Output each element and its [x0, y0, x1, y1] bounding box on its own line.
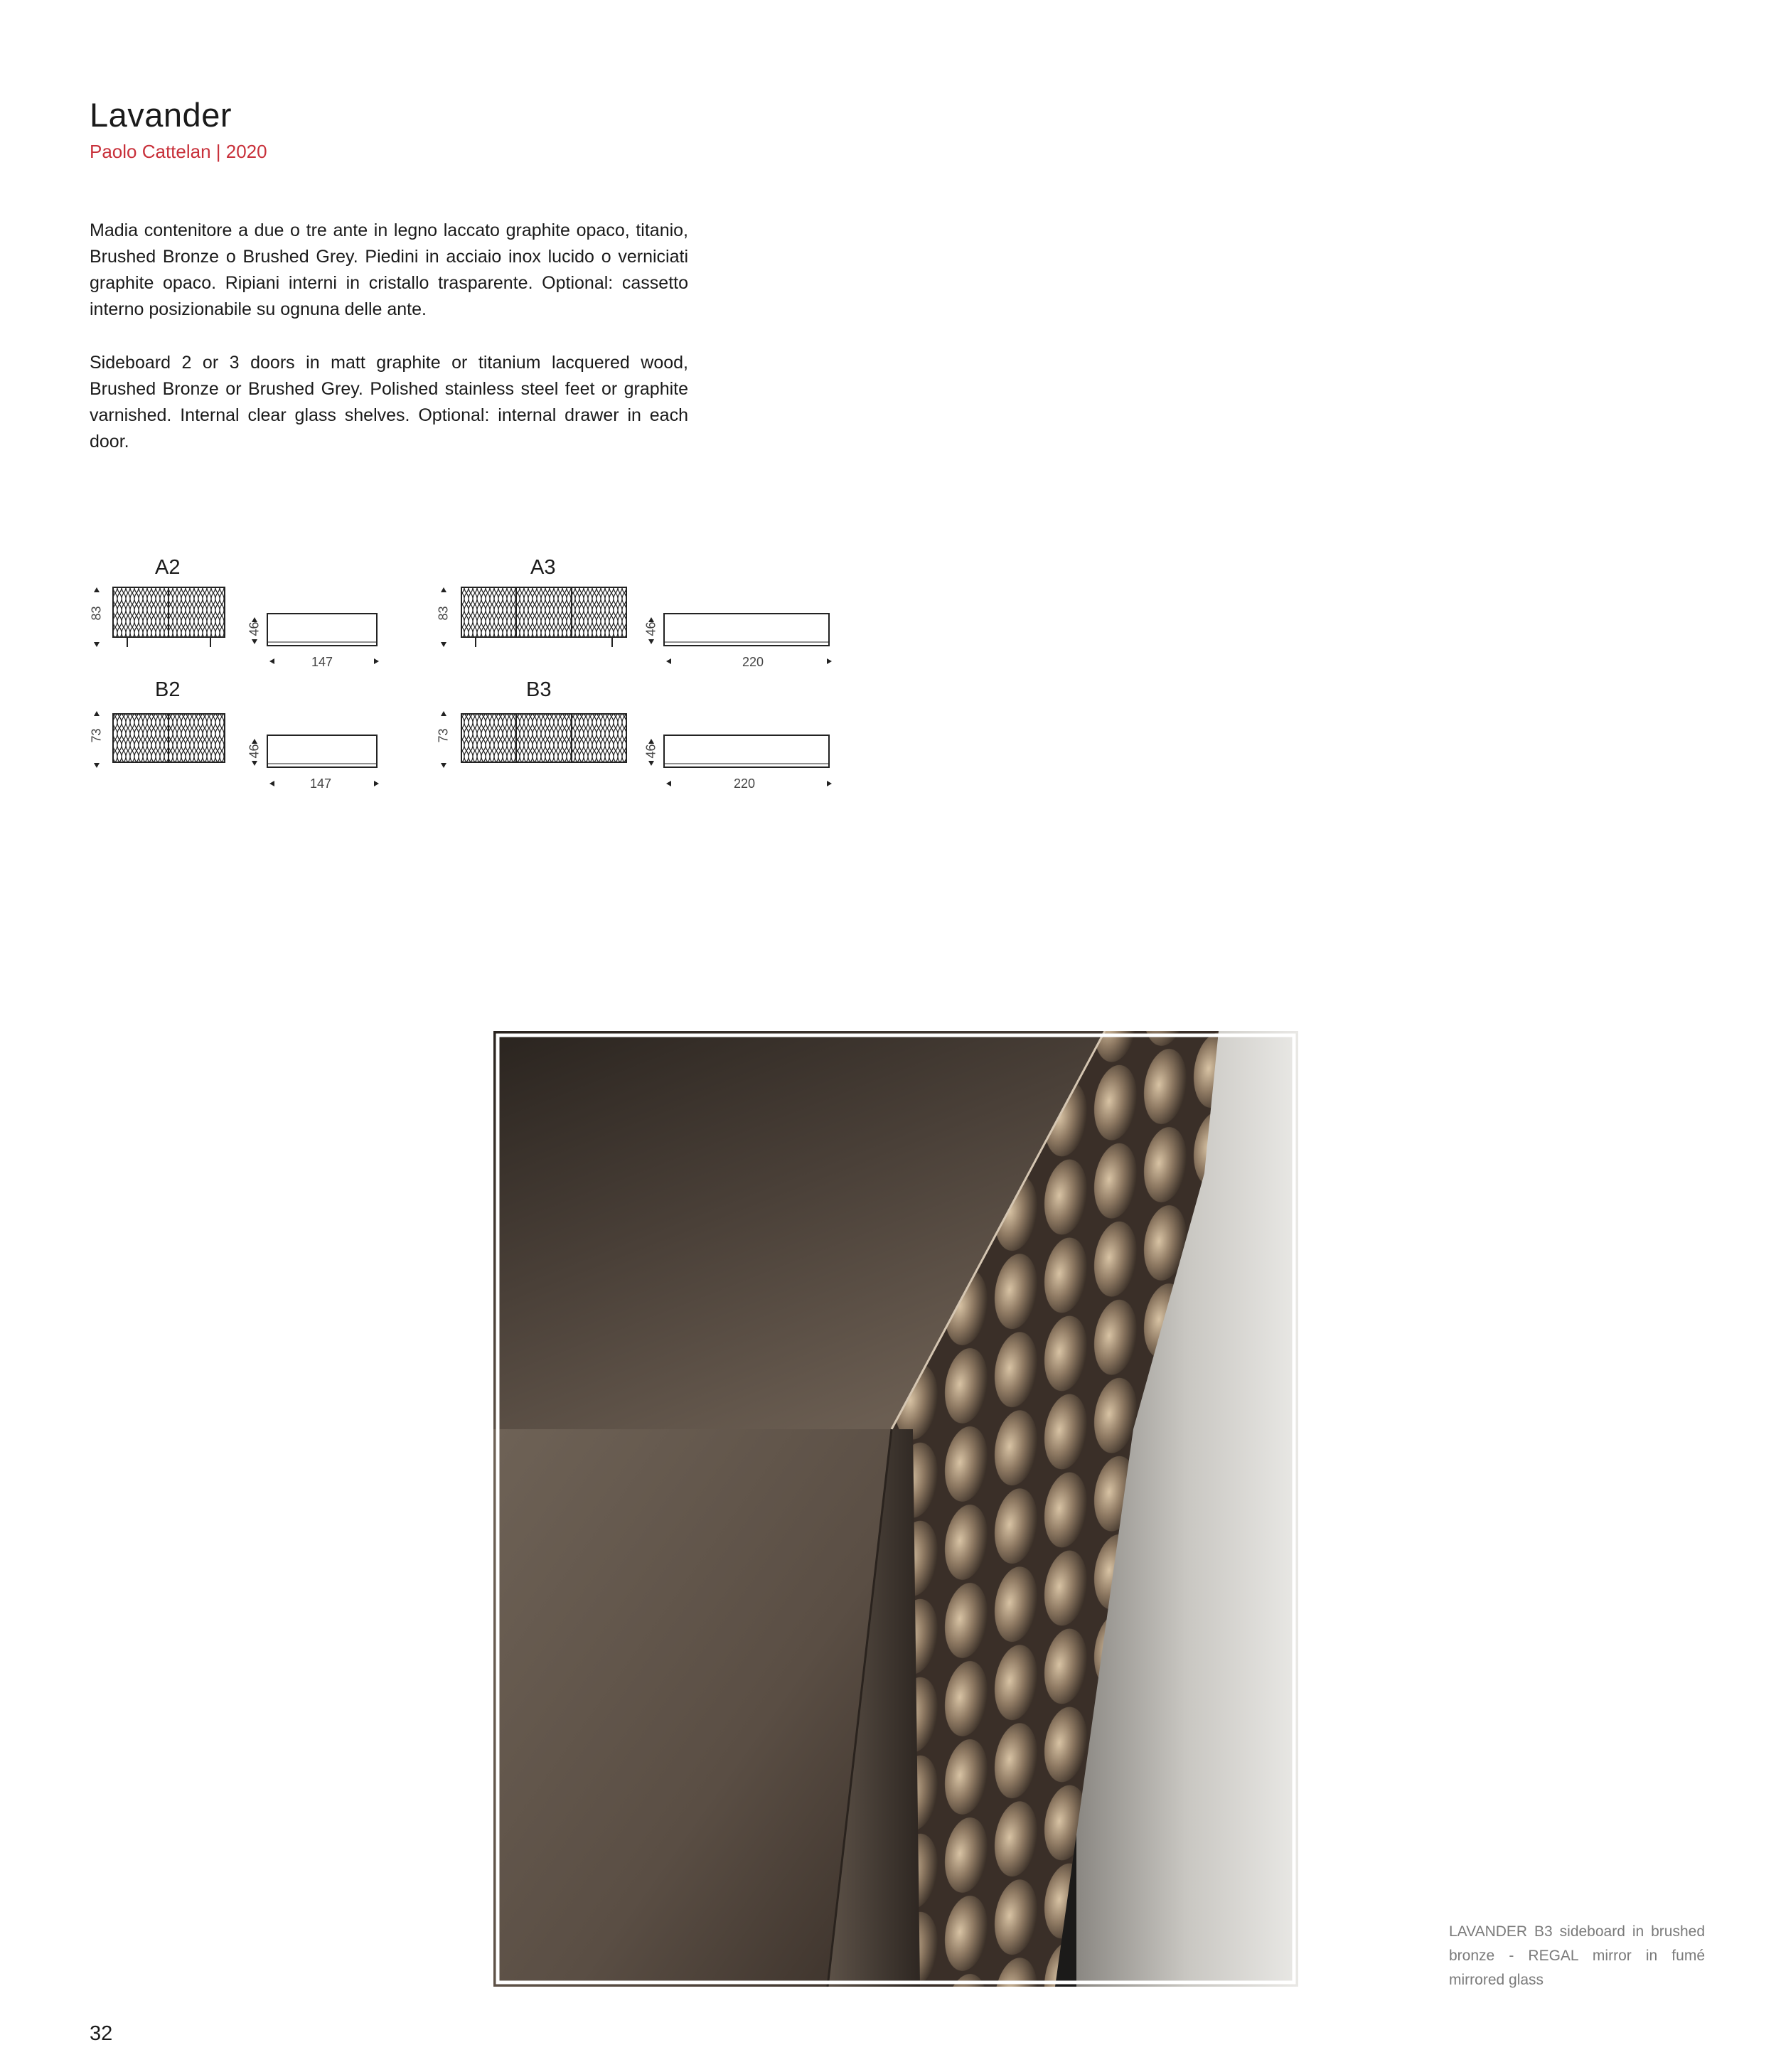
product-title: Lavander — [90, 96, 232, 134]
description-italian: Madia contenitore a due o tre ante in legno laccato graphite opaco, titanio, Brushed Bronze o Brushed Grey. Piedini in acciaio inox lucido o verniciati graphite opaco. Ripiani interni in cristallo trasparente. Optional: cassetto interno posizionabile su ognuna delle ante. — [90, 220, 688, 319]
product-photo — [493, 1031, 1298, 1987]
front-view-drawing — [90, 582, 388, 674]
width-dimension: 220 — [734, 776, 756, 791]
front-view-drawing — [90, 705, 388, 798]
diagram-label: A2 — [155, 556, 181, 579]
page-number: 32 — [90, 2022, 113, 2045]
width-dimension: 147 — [311, 655, 333, 669]
designer-year: Paolo Cattelan | 2020 — [90, 141, 267, 162]
width-dimension: 147 — [310, 776, 332, 791]
height-dimension: 73 — [436, 728, 451, 743]
description-english: Sideboard 2 or 3 doors in matt graphite or titanium lacquered wood, Brushed Bronze or Brushed Grey. Polished stainless steel feet or graphite varnished. Internal clear glass shelves. Optional: internal drawer in each door. — [90, 353, 688, 452]
diagram-label: B2 — [155, 678, 181, 701]
height-dimension: 83 — [89, 606, 104, 621]
height-dimension: 73 — [89, 728, 104, 743]
photo-caption: LAVANDER B3 sideboard in brushed bronze - REGAL mirror in fumé mirrored glass — [1449, 1923, 1705, 1988]
depth-dimension: 46 — [643, 744, 658, 759]
depth-dimension: 46 — [247, 621, 262, 636]
front-view-drawing — [437, 705, 842, 798]
front-view-drawing — [437, 582, 842, 674]
width-dimension: 220 — [742, 655, 764, 669]
height-dimension: 83 — [436, 606, 451, 621]
diagram-label: B3 — [526, 678, 552, 701]
depth-dimension: 46 — [247, 744, 262, 759]
depth-dimension: 46 — [643, 621, 658, 636]
diagram-label: A3 — [530, 556, 556, 579]
